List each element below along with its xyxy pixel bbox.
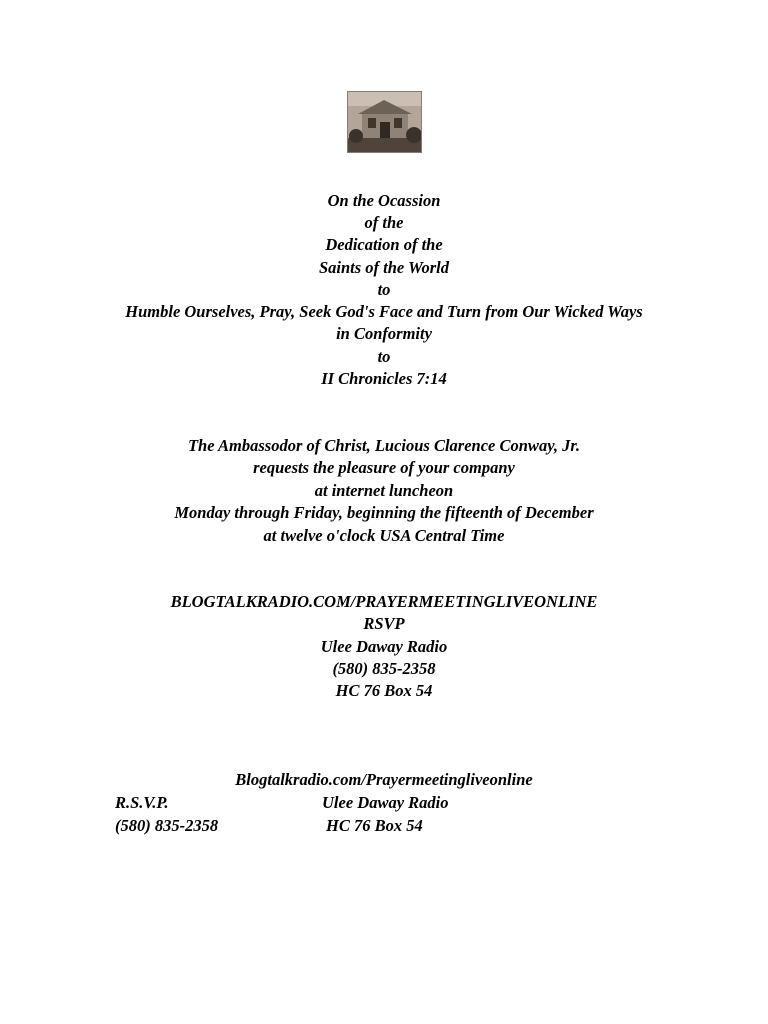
invitation-line-1: The Ambassodor of Christ, Lucious Clarence Conway, Jr. — [187, 436, 581, 455]
footer-rsvp-label: R.S.V.P. — [115, 793, 169, 812]
invitation-line-5: at twelve o'clock USA Central Time — [263, 526, 505, 545]
station-name: Ulee Daway Radio — [320, 637, 448, 656]
dedication-line-9: II Chronicles 7:14 — [321, 369, 447, 388]
dedication-line-2: of the — [364, 213, 404, 232]
church-photo — [347, 91, 422, 153]
dedication-line-1: On the Ocassion — [327, 191, 441, 210]
website-url: BLOGTALKRADIO.COM/PRAYERMEETINGLIVEONLINE — [170, 592, 598, 611]
invitation-line-3: at internet luncheon — [314, 481, 454, 500]
mailing-address: HC 76 Box 54 — [335, 681, 433, 700]
phone-number: (580) 835-2358 — [332, 659, 436, 678]
footer-phone: (580) 835-2358 — [115, 816, 219, 835]
dedication-line-5: to — [377, 280, 391, 299]
footer-address: HC 76 Box 54 — [326, 816, 423, 835]
dedication-line-3: Dedication of the — [325, 235, 443, 254]
dedication-line-8: to — [377, 347, 391, 366]
invitation-line-2: requests the pleasure of your company — [253, 458, 515, 477]
footer-station: Ulee Daway Radio — [322, 793, 449, 812]
invitation-line-4: Monday through Friday, beginning the fifteenth of December — [174, 503, 594, 522]
footer-url: Blogtalkradio.com/Prayermeetingliveonline — [235, 770, 533, 789]
dedication-line-4: Saints of the World — [318, 258, 450, 277]
rsvp-heading: RSVP — [363, 614, 405, 633]
dedication-line-6: Humble Ourselves, Pray, Seek God's Face and Turn from Our Wicked Ways — [125, 302, 643, 321]
dedication-line-7: in Conformity — [336, 324, 432, 343]
